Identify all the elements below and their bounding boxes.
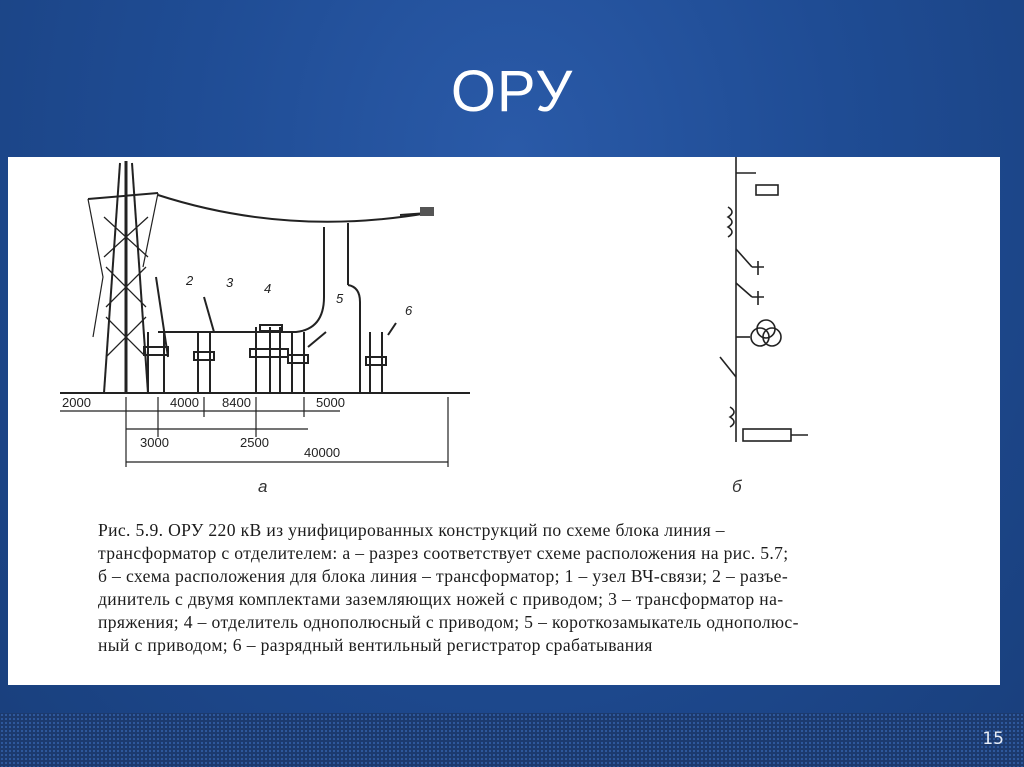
single-line-scheme xyxy=(720,157,808,442)
equipment-disconnector xyxy=(144,277,168,393)
callout-5: 5 xyxy=(336,291,344,306)
caption-line-2: трансформатор с отделителем: а – разрез соответствует схеме расположения на рис. 5.7; xyxy=(98,543,789,563)
dimension-lines xyxy=(60,397,448,467)
equipment-short-circuiter xyxy=(288,332,326,393)
caption-line-3: б – схема расположения для блока линия – трансформатор; 1 – узел ВЧ-связи; 2 – разъе- xyxy=(98,566,789,586)
dimension-3000: 3000 xyxy=(140,435,169,450)
callout-4: 4 xyxy=(264,281,272,296)
caption-line-1: Рис. 5.9. ОРУ 220 кВ из унифицированных конструкций по схеме блока линия – xyxy=(98,520,725,540)
dimension-8400: 8400 xyxy=(222,395,251,410)
page-number: 15 xyxy=(982,729,1004,749)
slide-title: ОРУ xyxy=(450,59,574,124)
callout-2: 2 xyxy=(186,273,194,288)
substation-drawing xyxy=(8,157,1000,517)
dimension-2500: 2500 xyxy=(240,435,269,450)
callout-6: 6 xyxy=(405,303,413,318)
dimension-4000: 4000 xyxy=(170,395,199,410)
figure-caption xyxy=(98,519,988,657)
dimension-5000: 5000 xyxy=(316,395,345,410)
equipment-surge-arrester xyxy=(366,323,396,393)
figure-panel xyxy=(8,157,1000,685)
part-b-label: б xyxy=(732,477,742,496)
dimension-40000: 40000 xyxy=(304,445,341,460)
equipment-voltage-transformer xyxy=(194,297,214,393)
caption-line-6: ный с приводом; 6 – разрядный вентильный регистратор срабатывания xyxy=(98,635,653,655)
equipment-separator xyxy=(250,325,288,393)
caption-line-5: пряжения; 4 – отделитель однополюсный с приводом; 5 – короткозамыкатель однополюс- xyxy=(98,612,799,632)
caption-line-4: динитель с двумя комплектами заземляющих ножей с приводом; 3 – трансформатор на- xyxy=(98,589,784,609)
overhead-conductor xyxy=(158,195,428,222)
part-a-label: а xyxy=(258,477,268,496)
dimension-2000: 2000 xyxy=(62,395,91,410)
callout-3: 3 xyxy=(226,275,234,290)
footer-band xyxy=(0,713,1024,767)
busbar xyxy=(158,227,324,332)
